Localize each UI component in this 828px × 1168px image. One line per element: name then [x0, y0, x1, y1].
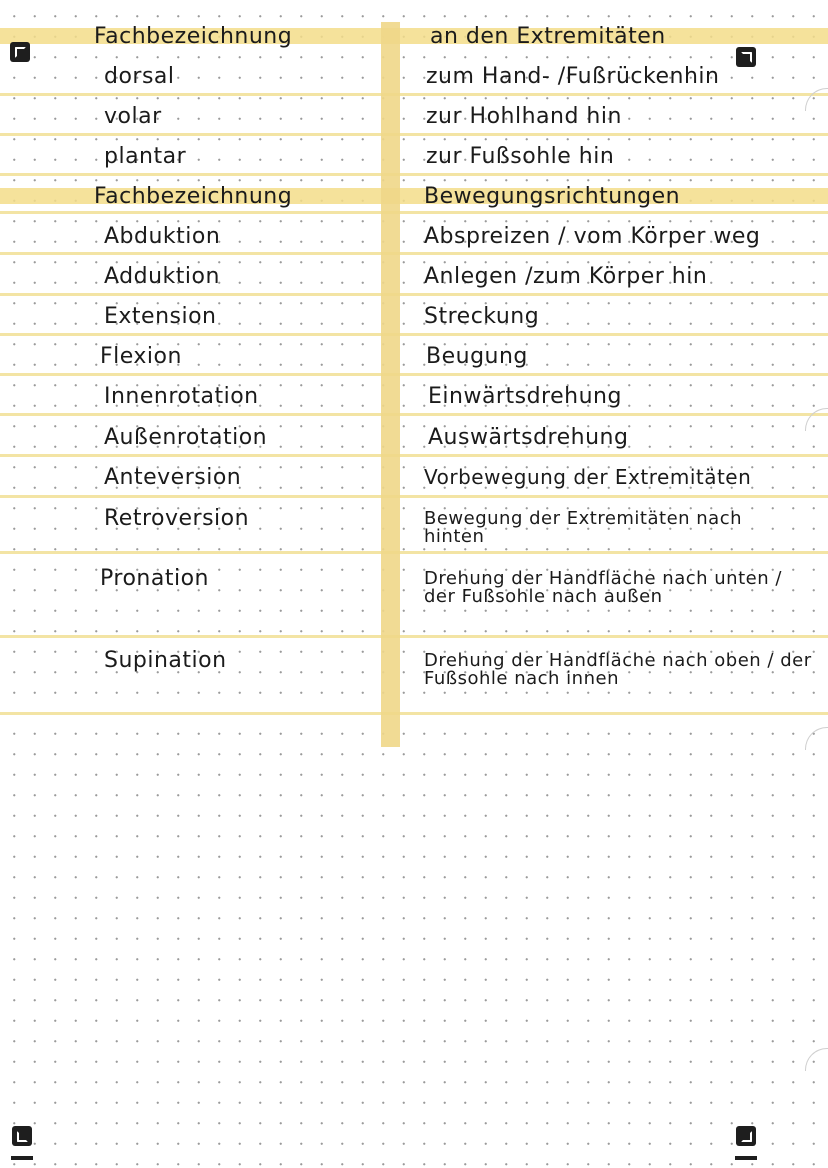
row-rule: [0, 551, 828, 554]
term-cell: Anteversion: [104, 465, 242, 490]
term-cell: plantar: [104, 144, 187, 169]
row-rule: [0, 252, 828, 255]
row-rule: [0, 635, 828, 638]
meaning-cell: zur Hohlhand hin: [426, 104, 622, 129]
term-cell: volar: [104, 104, 162, 129]
meaning-cell: zur Fußsohle hin: [426, 144, 615, 169]
row-rule: [0, 211, 828, 214]
corner-tr-icon: [736, 47, 756, 67]
term-cell: Flexion: [100, 344, 182, 369]
row-rule: [0, 93, 828, 96]
term-cell: Supination: [104, 648, 227, 673]
term-cell: Abduktion: [104, 224, 221, 249]
row-rule: [0, 373, 828, 376]
meaning-cell: Bewegung der Extremitäten nach hinten: [424, 508, 743, 547]
row-rule: [0, 333, 828, 336]
binder-hole: [805, 88, 828, 111]
corner-br-bar: [735, 1156, 757, 1160]
term-cell: Adduktion: [104, 264, 220, 289]
row-rule: [0, 712, 828, 715]
term-cell: Extension: [104, 304, 217, 329]
header-meaning: an den Extremitäten: [430, 24, 666, 49]
header-meaning: Bewegungsrichtungen: [424, 184, 681, 209]
row-rule: [0, 495, 828, 498]
corner-tl-icon: [10, 42, 30, 62]
binder-hole: [805, 1048, 828, 1071]
term-cell: Innenrotation: [104, 384, 259, 409]
term-cell: Außenrotation: [104, 425, 268, 450]
term-cell: Pronation: [100, 566, 209, 591]
row-rule: [0, 173, 828, 176]
binder-hole: [805, 408, 828, 431]
row-rule: [0, 454, 828, 457]
binder-hole: [805, 727, 828, 750]
corner-br-icon: [736, 1126, 756, 1146]
meaning-cell: Vorbewegung der Extremitäten: [424, 465, 752, 489]
meaning-cell: Drehung der Handfläche nach oben / der Fußsohle nach innen: [424, 650, 812, 689]
meaning-cell: Auswärtsdrehung: [428, 425, 629, 450]
meaning-cell: Drehung der Handfläche nach unten / der Fußsohle nach außen: [424, 568, 782, 607]
column-divider: [381, 22, 400, 747]
corner-bl-icon: [12, 1126, 32, 1146]
row-rule: [0, 133, 828, 136]
meaning-cell: Anlegen /zum Körper hin: [424, 264, 708, 289]
meaning-cell: Abspreizen / vom Körper weg: [424, 224, 761, 249]
meaning-cell: Beugung: [426, 344, 528, 369]
meaning-cell: zum Hand- /Fußrückenhin: [426, 64, 720, 89]
term-cell: dorsal: [104, 64, 175, 89]
row-rule: [0, 413, 828, 416]
meaning-cell: Streckung: [424, 304, 540, 329]
corner-bl-bar: [11, 1156, 33, 1160]
meaning-cell: Einwärtsdrehung: [428, 384, 622, 409]
row-rule: [0, 293, 828, 296]
header-term: Fachbezeichnung: [94, 24, 293, 49]
header-term: Fachbezeichnung: [94, 184, 293, 209]
term-cell: Retroversion: [104, 506, 250, 531]
